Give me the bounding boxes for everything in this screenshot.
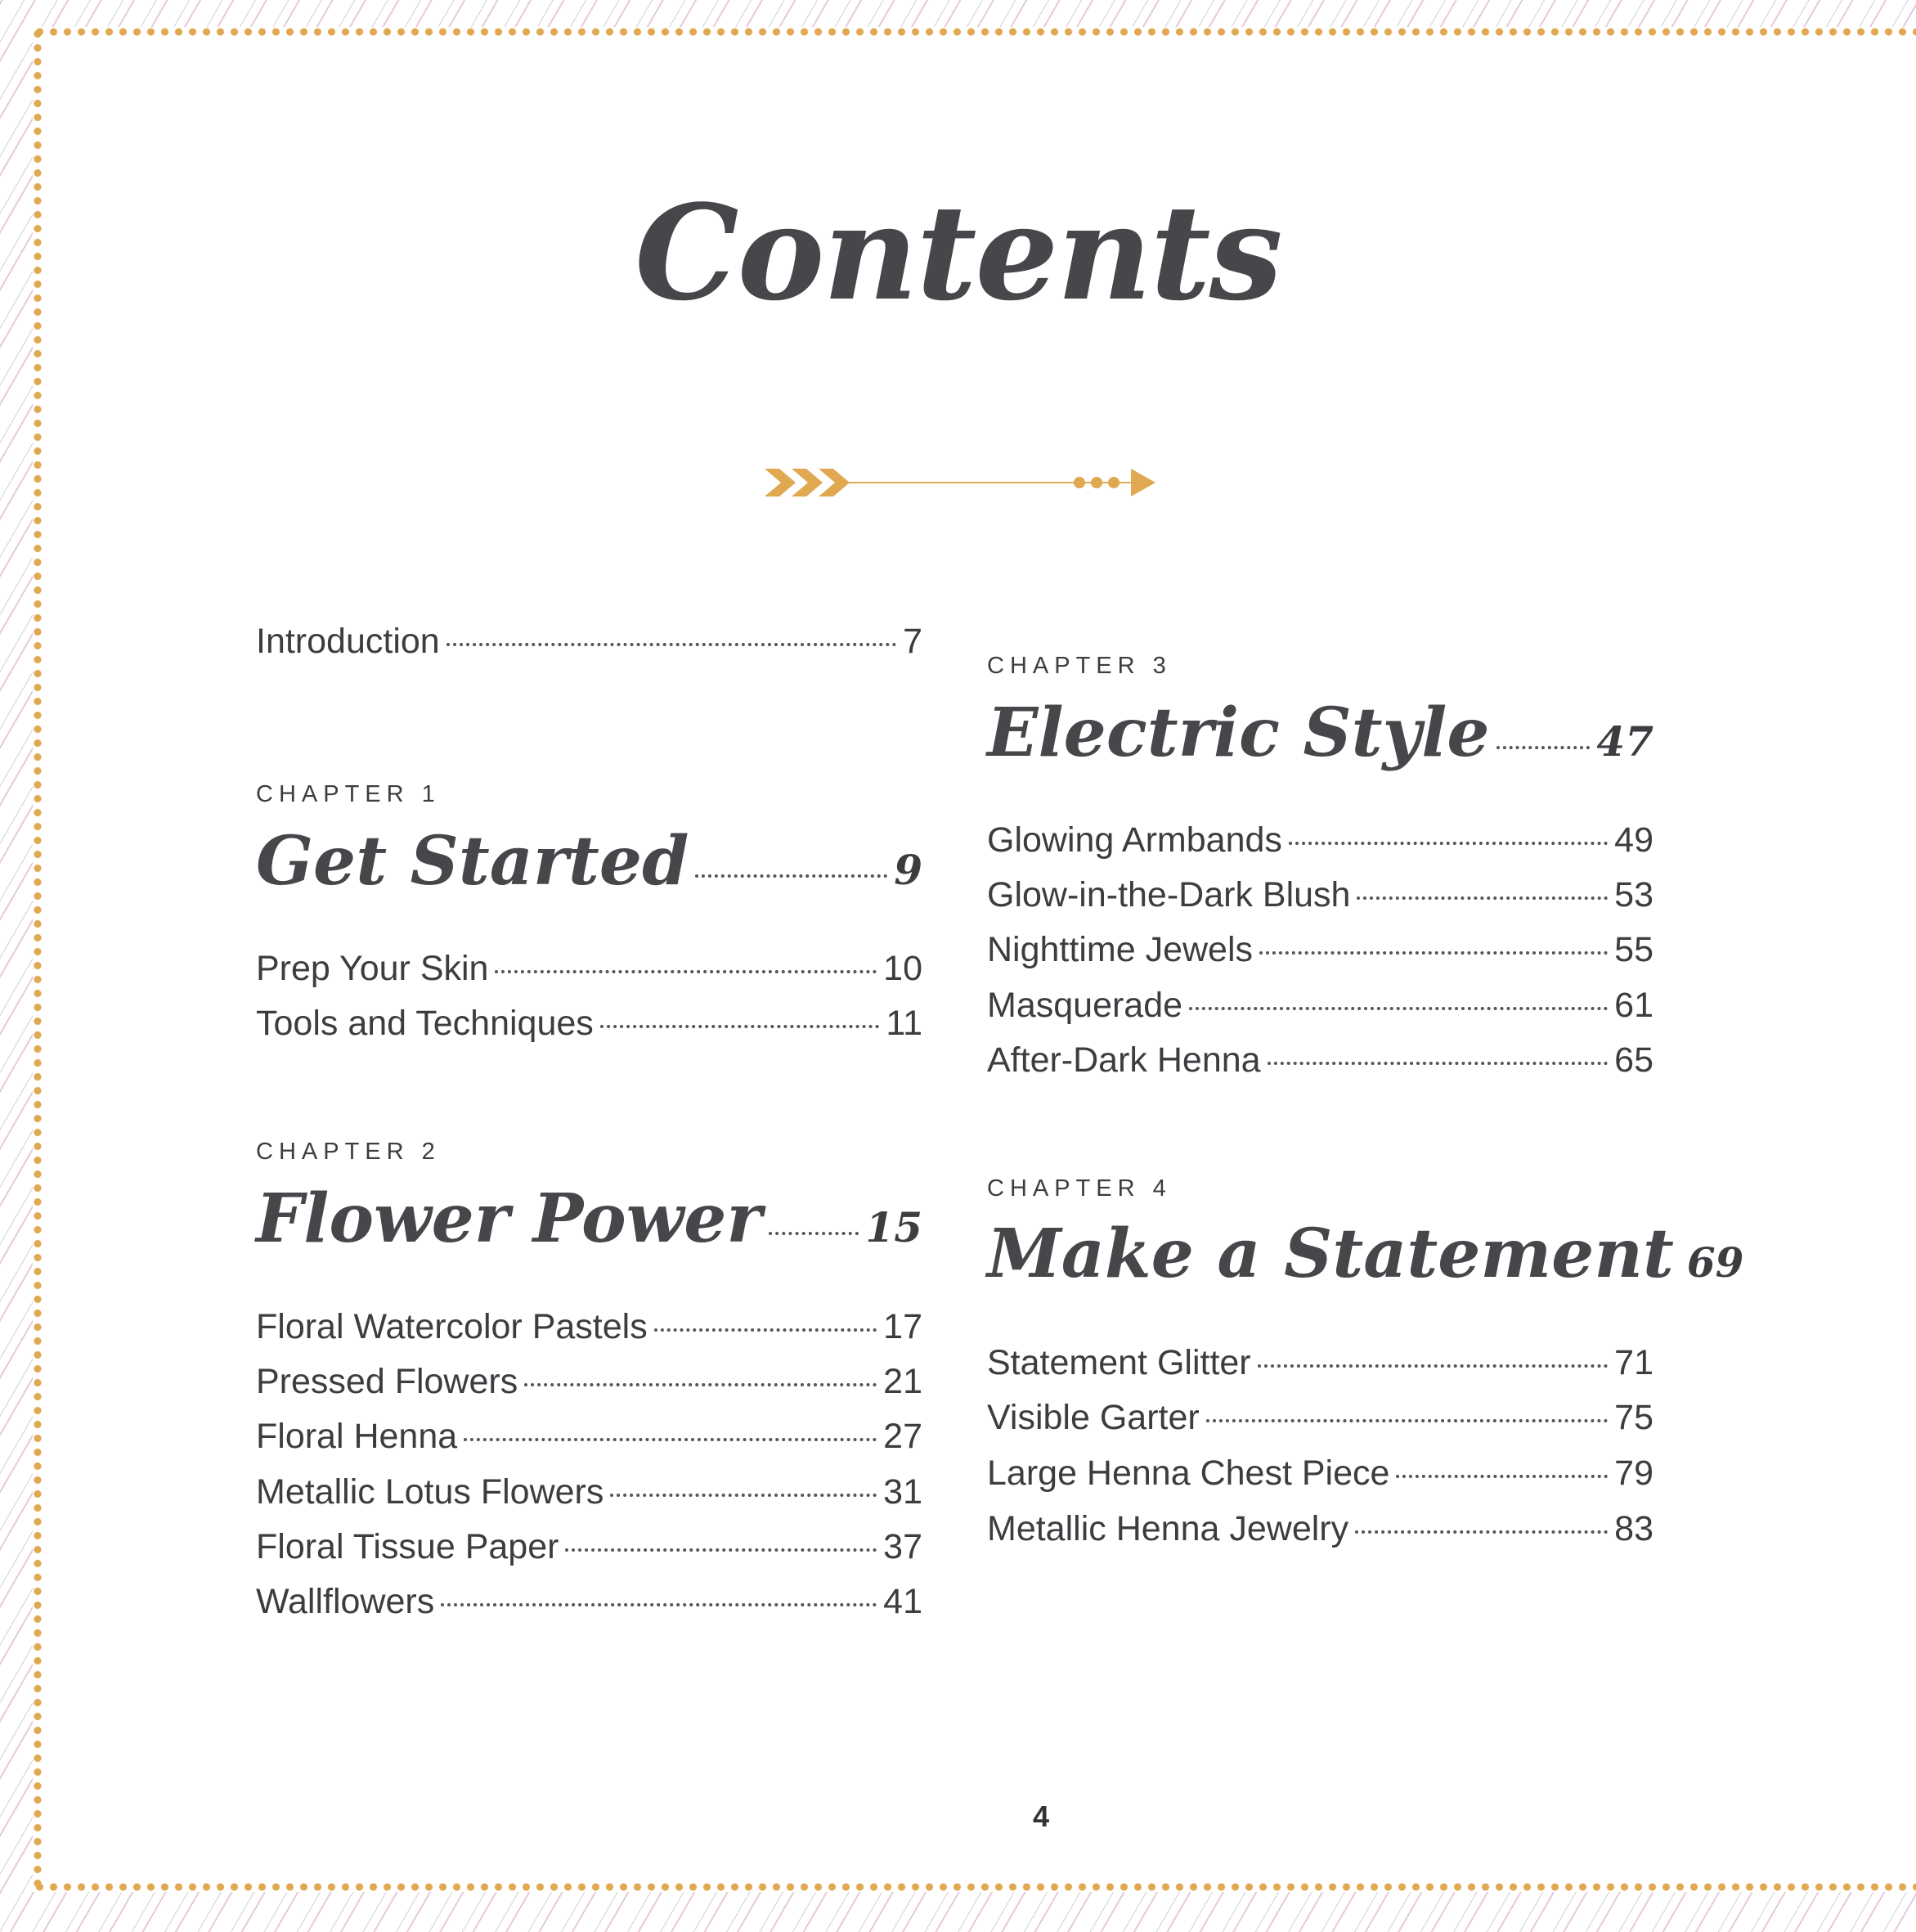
toc-entry[interactable] [256,1527,922,1567]
toc-entry[interactable] [987,1509,1654,1549]
entry-page: 79 [1614,1453,1654,1493]
dot-leader [1355,1530,1608,1534]
toc-entry[interactable] [256,1362,922,1402]
dot-leader [1289,842,1608,845]
entry-label: Floral Tissue Paper [256,1527,559,1566]
entry-page: 75 [1614,1398,1654,1437]
dot-leader [1189,1007,1608,1010]
entry-page: 49 [1614,820,1654,860]
entry-label: Floral Watercolor Pastels [256,1307,648,1346]
entry-label: Floral Henna [256,1417,458,1456]
dot-leader [695,874,887,878]
entry-label: Visible Garter [987,1398,1200,1437]
dot-leader [464,1438,877,1441]
dot-leader [441,1603,877,1606]
entry-label: Large Henna Chest Piece [987,1453,1390,1493]
dot-leader [654,1328,877,1332]
dot-leader [769,1232,859,1235]
dot-leader [565,1548,877,1552]
chapter-heading[interactable] [256,1179,922,1258]
toc-entry[interactable] [987,930,1654,970]
arrow-ornament-icon [765,462,1157,503]
toc-entry[interactable] [987,1453,1654,1494]
entry-label: Tools and Techniques [256,1004,594,1043]
dot-leader [1496,746,1591,749]
dot-leader [1206,1419,1608,1422]
entry-label: Metallic Henna Jewelry [987,1509,1349,1548]
chapter-page: 15 [865,1203,922,1251]
dot-leader [524,1383,877,1386]
entry-label: Glowing Armbands [987,820,1282,860]
toc-entry[interactable] [987,1398,1654,1438]
toc-entry[interactable] [256,1582,922,1622]
dot-leader [1259,951,1608,955]
toc-entry[interactable] [256,1417,922,1457]
toc-entry-introduction[interactable] [256,622,922,662]
toc-entry[interactable] [256,1004,922,1044]
chapter-heading[interactable] [987,694,1654,772]
chapter-title: Flower Power [256,1179,762,1258]
entry-page: 61 [1614,986,1654,1025]
chapter-heading[interactable] [256,822,922,901]
entry-page: 21 [883,1362,922,1401]
chapter-label: CHAPTER 4 [987,1175,1172,1202]
toc-entry[interactable] [256,1307,922,1347]
chapter-page: 47 [1596,717,1654,766]
dot-leader [446,643,896,646]
entry-page: 65 [1614,1040,1654,1080]
entry-page: 7 [903,622,922,661]
chapter-label: CHAPTER 3 [987,653,1172,679]
chapter-title: Get Started [256,822,689,901]
entry-label: After-Dark Henna [987,1040,1261,1080]
toc-entry[interactable] [987,875,1654,915]
toc-entry[interactable] [987,1343,1654,1383]
entry-page: 53 [1614,875,1654,914]
entry-label: Introduction [256,622,440,661]
dot-leader [1357,896,1608,900]
entry-page: 71 [1614,1343,1654,1382]
entry-label: Wallflowers [256,1582,435,1621]
toc-entry[interactable] [987,986,1654,1026]
chapter-title: Electric Style [987,694,1490,772]
page-title: Contents [635,176,1281,330]
dot-leader [600,1025,880,1028]
toc-entry[interactable] [987,820,1654,860]
entry-label: Glow-in-the-Dark Blush [987,875,1351,914]
toc-entry[interactable] [256,1472,922,1512]
entry-label: Pressed Flowers [256,1362,518,1401]
chapter-heading[interactable] [987,1215,1744,1293]
chapter-page: 69 [1686,1238,1744,1287]
chapter-title: Make a Statement [987,1215,1674,1293]
entry-page: 83 [1614,1509,1654,1548]
dot-leader [1396,1475,1608,1478]
chapter-label: CHAPTER 1 [256,781,441,807]
dot-leader [1268,1062,1609,1065]
chapter-page: 9 [894,846,922,894]
entry-label: Prep Your Skin [256,949,489,988]
entry-page: 37 [883,1527,922,1566]
toc-entry[interactable] [256,949,922,989]
entry-page: 11 [886,1004,922,1043]
entry-page: 17 [883,1307,922,1346]
chapter-label: CHAPTER 2 [256,1139,441,1165]
page-number: 4 [1033,1799,1050,1833]
entry-label: Statement Glitter [987,1343,1251,1382]
entry-page: 27 [883,1417,922,1456]
dot-leader [1258,1364,1609,1368]
toc-entry[interactable] [987,1040,1654,1081]
entry-label: Nighttime Jewels [987,930,1253,969]
entry-page: 10 [883,949,922,988]
dot-leader [610,1494,877,1497]
entry-label: Masquerade [987,986,1183,1025]
entry-page: 55 [1614,930,1654,969]
entry-page: 41 [883,1582,922,1621]
dot-leader [495,970,877,973]
entry-label: Metallic Lotus Flowers [256,1472,604,1512]
entry-page: 31 [883,1472,922,1512]
